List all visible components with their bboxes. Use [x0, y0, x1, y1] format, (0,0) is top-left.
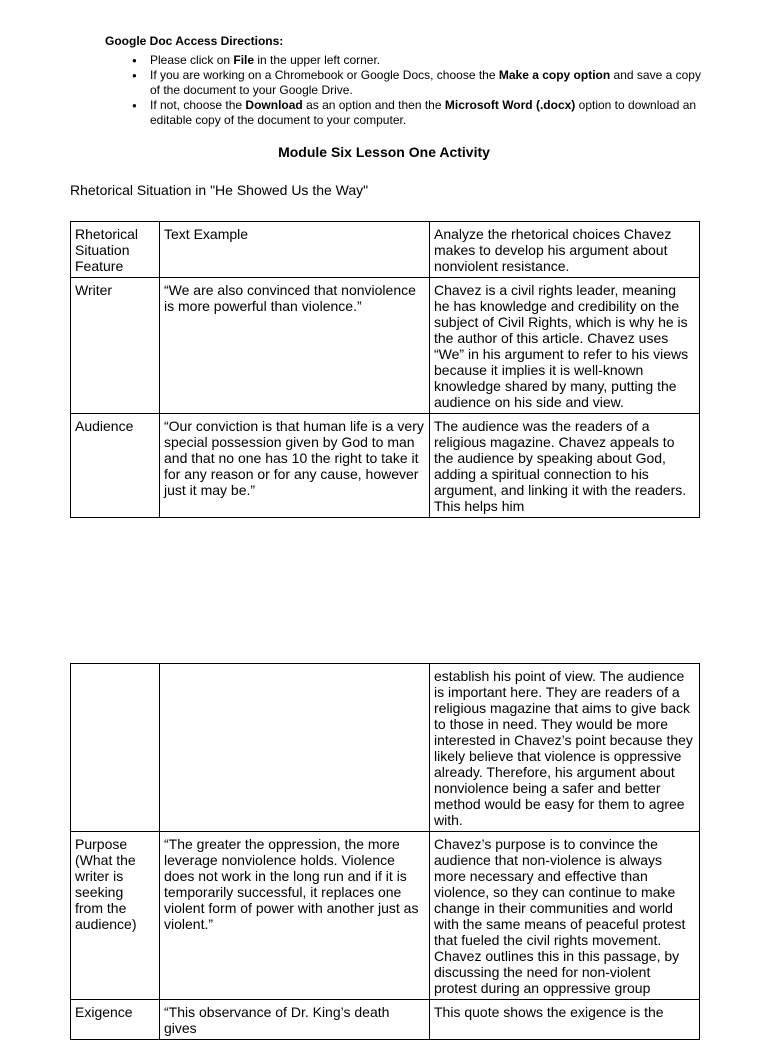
table-row [71, 414, 700, 518]
row-example: “This observance of Dr. King’s death gives [160, 1000, 430, 1040]
table-row [71, 1000, 700, 1040]
rhetorical-table [70, 221, 700, 518]
directions-list [132, 53, 712, 128]
row-example [160, 664, 430, 832]
directions-text: If you are working on a Chromebook or Google Docs, choose the [150, 68, 499, 82]
header-analysis: Analyze the rhetorical choices Chavez makes to develop his argument about nonviolent resistance. [430, 222, 700, 278]
directions-bold: File [233, 53, 255, 67]
lesson-title: Module Six Lesson One Activity [278, 144, 490, 160]
table-row [71, 832, 700, 1000]
directions-item-file [132, 53, 712, 68]
table-row [71, 664, 700, 832]
table-header-row [71, 222, 700, 278]
row-example: “Our conviction is that human life is a very special possession given by God to man and that no one has 10 the right to take it for any reason or for any cause, however just it may be.” [160, 414, 430, 518]
directions-text: If not, choose the [150, 98, 246, 112]
directions-item-download [132, 98, 712, 128]
directions-title: Google Doc Access Directions: [105, 34, 284, 48]
row-analysis: establish his point of view. The audience is important here. They are readers of a religious magazine that aims to give back to those in need. They would be more interested in Chavez’s point because they likely believe that violence is oppressive already. Therefore, his argument about nonviolence being a safer and better method would be easy for them to agree with. [430, 664, 700, 832]
directions-bold: Download [245, 98, 303, 112]
row-feature: Audience [71, 414, 160, 518]
directions-bold: Microsoft Word (.docx) [444, 98, 576, 112]
row-analysis: Chavez is a civil rights leader, meaning he has knowledge and credibility on the subject of Civil Rights, which is why he is the author of this article. Chavez uses “We” in his argument to refer to his views because it implies it is well-known knowledge shared by many, putting the audience on his side and view. [430, 278, 700, 414]
directions-text: option to download an editable copy of the document to your computer. [150, 98, 697, 127]
directions-text: as an option and then the [302, 98, 445, 112]
directions-bold: Make a copy option [498, 68, 611, 82]
row-feature: Exigence [71, 1000, 160, 1040]
rhetorical-table-continued [70, 663, 700, 1040]
header-example: Text Example [160, 222, 430, 278]
table-row [71, 278, 700, 414]
row-feature [71, 664, 160, 832]
row-analysis: The audience was the readers of a religious magazine. Chavez appeals to the audience by speaking about God, adding a spiritual connection to his argument, and linking it with the readers. This helps him [430, 414, 700, 518]
row-feature: Purpose (What the writer is seeking from the audience) [71, 832, 160, 1000]
directions-item-copy [132, 68, 712, 98]
row-example: “The greater the oppression, the more leverage nonviolence holds. Violence does not work in the long run and if it is temporarily successful, it replaces one violent form of power with another just as violent.” [160, 832, 430, 1000]
row-analysis: Chavez’s purpose is to convince the audience that non-violence is always more necessary and effective than violence, so they can continue to make change in their communities and world with the same means of peaceful protest that fueled the civil rights movement. Chavez outlines this in this passage, by discussing the need for non-violent protest during an oppressive group [430, 832, 700, 1000]
directions-text: Please click on [150, 53, 234, 67]
row-feature: Writer [71, 278, 160, 414]
directions-text: and save a copy of the document to your Google Drive. [150, 68, 701, 97]
directions-text: in the upper left corner. [254, 53, 381, 67]
row-example: “We are also convinced that nonviolence is more powerful than violence.” [160, 278, 430, 414]
subtitle: Rhetorical Situation in "He Showed Us the Way" [70, 182, 369, 198]
row-analysis: This quote shows the exigence is the [430, 1000, 700, 1040]
header-feature: Rhetorical Situation Feature [71, 222, 160, 278]
